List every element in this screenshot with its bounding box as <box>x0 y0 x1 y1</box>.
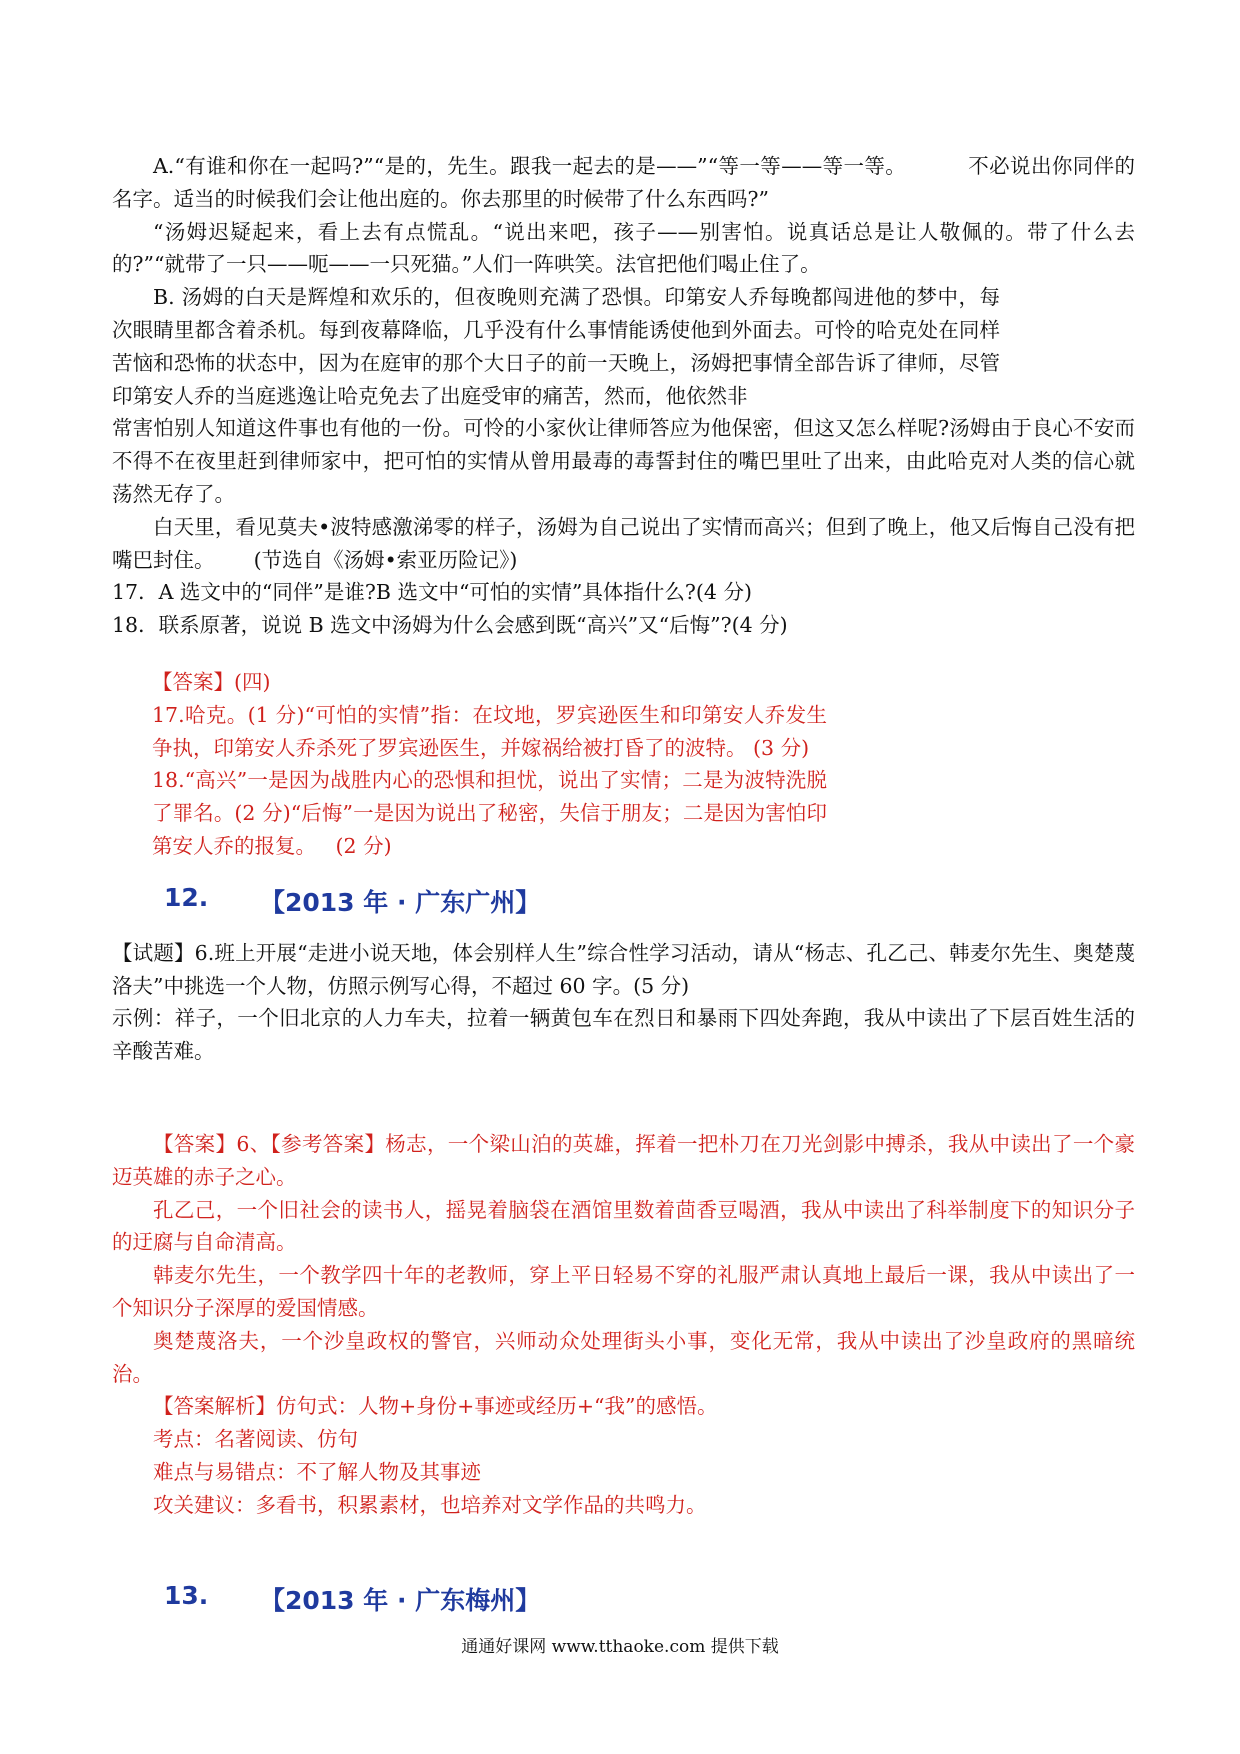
page-footer: 通通好课网 www.tthaoke.com 提供下载 <box>461 1637 779 1657</box>
question-17: 17．A 选文中的“同伴”是谁?B 选文中“可怕的实情”具体指什么?(4 分) <box>112 580 752 605</box>
section-heading-13 <box>164 1581 1135 1617</box>
answer-jianyi: 攻关建议：多看书，积累素材，也培养对文学作品的共鸣力。 <box>153 1492 707 1517</box>
section-title: 【2013 年 · 广东梅州】 <box>260 1586 541 1616</box>
passage-b-paragraph-3: 白天里，看见莫夫•波特感激涕零的样子，汤姆为自己说出了实情而高兴；但到了晚上，他又后悔自己没有把嘴巴封住。 (节选自《汤姆•索亚历险记》) <box>112 514 1135 572</box>
answer-ochumelov: 奥楚蔑洛夫，一个沙皇政权的警官，兴师动众处理街头小事，变化无常，我从中读出了沙皇政府的黑暗统治。 <box>112 1328 1135 1386</box>
answer-18: 18.“高兴”一是因为战胜内心的恐惧和担忧，说出了实情；二是为波特洗脱了罪名。(2 分)“后悔”一是因为说出了秘密，失信于朋友；二是因为害怕印第安人乔的报复。 (2 分) <box>152 768 827 858</box>
answer-block-2 <box>112 1128 1135 1522</box>
answer-hamel: 韩麦尔先生，一个教学四十年的老教师，穿上平日轻易不穿的礼服严肃认真地上最后一课，我从中读出了一个知识分子深厚的爱国情感。 <box>112 1263 1135 1320</box>
answer-kaodian: 考点：名著阅读、仿句 <box>153 1427 358 1452</box>
answer-yangzhi: 【答案】6、【参考答案】杨志，一个梁山泊的英雄，挥着一把朴刀在刀光剑影中搏杀，我从中读出了一个豪迈英雄的赤子之心。 <box>112 1131 1135 1189</box>
answer-17: 17.哈克。(1 分)“可怕的实情”指：在坟地，罗宾逊医生和印第安人乔发生争执，印第安人乔杀死了罗宾逊医生，并嫁祸给被打昏了的波特。 (3 分) <box>152 702 827 760</box>
answer-block-1 <box>112 666 1135 863</box>
answer-kongyiji: 孔乙己，一个旧社会的读书人，摇晃着脑袋在酒馆里数着茴香豆喝酒，我从中读出了科举制度下的知识分子的迂腐与自命清高。 <box>112 1197 1135 1255</box>
section-number: 12. <box>164 882 209 912</box>
passage-b-paragraph-1: B. 汤姆的白天是辉煌和欢乐的，但夜晚则充满了恐惧。印第安人乔每晚都闯进他的梦中，每次眼睛里都含着杀机。每到夜幕降临，几乎没有什么事情能诱使他到外面去。可怜的哈克处在同样苦恼和恐怖的状态中，因为在庭审的那个大日子的前一天晚上，汤姆把事情全部告诉了律师，尽管印第安人乔的当庭逃逸让哈克免去了出庭受审的痛苦，然而，他依然非 <box>112 285 1000 408</box>
example-text: 示例：祥子，一个旧北京的人力车夫，拉着一辆黄包车在烈日和暴雨下四处奔跑，我从中读出了下层百姓生活的辛酸苦难。 <box>112 1006 1135 1064</box>
passage-b-paragraph-2: 常害怕别人知道这件事也有他的一份。可怜的小家伙让律师答应为他保密，但这又怎么样呢?汤姆由于良心不安而不得不在夜里赶到律师家中，把可怕的实情从曾用最毒的毒誓封住的嘴巴里吐了出来，由此哈克对人类的信心就荡然无存了。 <box>112 416 1135 506</box>
answer-nandian: 难点与易错点：不了解人物及其事迹 <box>153 1459 481 1484</box>
answer-analysis: 【答案解析】仿句式：人物+身份+事迹或经历+“我”的感悟。 <box>153 1394 718 1419</box>
section-title: 【2013 年 · 广东广州】 <box>260 887 541 917</box>
answer-label: 【答案】(四) <box>152 669 271 694</box>
section-number: 13. <box>164 1581 209 1611</box>
question-18: 18．联系原著，说说 B 选文中汤姆为什么会感到既“高兴”又“后悔”?(4 分) <box>112 613 788 638</box>
section-heading-12 <box>164 883 1135 919</box>
question-6: 【试题】6.班上开展“走进小说天地，体会别样人生”综合性学习活动，请从“杨志、孔乙己、韩麦尔先生、奥楚蔑洛夫”中挑选一个人物，仿照示例写心得，不超过 60 字。(5 分) <box>112 940 1135 998</box>
passage-a-paragraph-2: “汤姆迟疑起来，看上去有点慌乱。“说出来吧，孩子——别害怕。说真话总是让人敬佩的。带了什么去的?”“就带了一只——呃——一只死猫。”人们一阵哄笑。法官把他们喝止住了。 <box>112 219 1135 277</box>
passage-a-paragraph-1: A.“有谁和你在一起吗?”“是的，先生。跟我一起去的是——”“等一等——等一等。 不必说出你同伴的名字。适当的时候我们会让他出庭的。你去那里的时候带了什么东西吗?” <box>112 154 1135 211</box>
